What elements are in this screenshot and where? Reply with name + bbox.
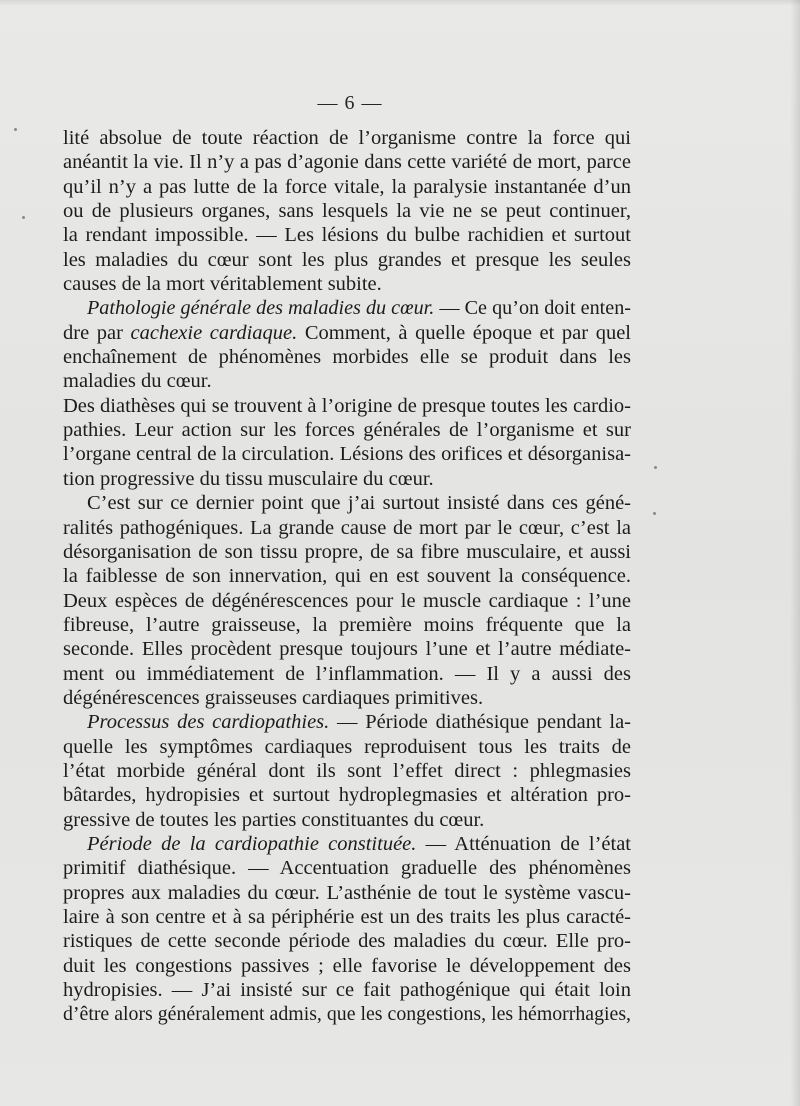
text-line: bâtardes, hydropisies et surtout hydroplegmasies et altération pro- — [63, 784, 631, 807]
text-line: enchaînement de phénomènes morbides elle se produit dans les — [63, 346, 631, 369]
section-heading-line: Processus des cardiopathies. — Période diathésique pendant la- — [87, 711, 631, 734]
text-line: propres aux maladies du cœur. L’asthénie de tout le système vascu- — [63, 881, 631, 904]
text-line: d’être alors généralement admis, que les congestions, les hémorrhagies, — [63, 1003, 631, 1026]
text-line: tion progressive du tissu musculaire du cœur. — [63, 467, 434, 490]
text-line: causes de la mort véritablement subite. — [63, 273, 382, 296]
section-heading: Pathologie générale des maladies du cœur. — [87, 297, 435, 320]
text-line: hydropisies. — J’ai insisté sur ce fait pathogénique qui était loin — [63, 979, 631, 1002]
text-line: primitif diathésique. — Accentuation graduelle des phénomènes — [63, 857, 631, 880]
text-line: maladies du cœur. — [63, 370, 212, 393]
text-line: Des diathèses qui se trouvent à l’origine de presque toutes les cardio- — [63, 394, 631, 417]
section-heading: Processus des cardiopathies. — [87, 711, 330, 734]
body-text — [63, 126, 631, 1027]
text-line: lité absolue de toute réaction de l’organisme contre la force qui — [63, 127, 631, 149]
text-line: seconde. Elles procèdent presque toujours l’une et l’autre médiate- — [63, 638, 631, 661]
text-line: anéantit la vie. Il n’y a pas d’agonie dans cette variété de mort, parce — [63, 151, 631, 174]
italic-term: cachexie cardiaque. — [130, 321, 298, 344]
paper-speck — [14, 128, 17, 131]
text-line: C’est sur ce dernier point que j’ai surtout insisté dans ces géné- — [87, 492, 631, 515]
text-line: ment ou immédiatement de l’inflammation. — Il y a aussi des — [63, 662, 631, 685]
section-heading: Période de la cardiopathie constituée. — [87, 832, 417, 855]
page-number: — 6 — — [317, 92, 383, 114]
page-top-shadow — [0, 0, 800, 6]
text-line: l’état morbide général dont ils sont l’effet direct : phlegmasies — [63, 759, 631, 782]
page-gutter-shadow — [790, 0, 800, 1106]
paper-speck — [653, 512, 656, 515]
text-line: quelle les symptômes cardiaques reproduisent tous les traits de — [63, 735, 631, 758]
text-line: dre par cachexie cardiaque. Comment, à quelle époque et par quel — [63, 321, 631, 344]
text-line: la rendant impossible. — Les lésions du bulbe rachidien et surtout — [63, 224, 631, 247]
text-line: duit les congestions passives ; elle favorise le développement des — [63, 954, 631, 977]
text-line: la faiblesse de son innervation, qui en est souvent la conséquence. — [63, 565, 631, 588]
text-line: pathies. Leur action sur les forces générales de l’organisme et sur — [63, 419, 631, 442]
text-line: Deux espèces de dégénérescences pour le muscle cardiaque : l’une — [63, 589, 631, 612]
paper-speck — [654, 466, 657, 469]
section-heading-line: Pathologie générale des maladies du cœur. — Ce qu’on doit enten- — [87, 297, 631, 320]
text-line: gressive de toutes les parties constituantes du cœur. — [63, 808, 485, 831]
paper-speck — [22, 216, 25, 219]
text-line: fibreuse, l’autre graisseuse, la première moins fréquente que la — [63, 613, 631, 636]
text-line: qu’il n’y a pas lutte de la force vitale, la paralysie instantanée d’un — [63, 175, 631, 198]
text-line: ralités pathogéniques. La grande cause de mort par le cœur, c’est la — [63, 516, 631, 539]
section-heading-line: Période de la cardiopathie constituée. — Atténuation de l’état — [87, 832, 631, 855]
text-line: les maladies du cœur sont les plus grandes et presque les seules — [63, 248, 631, 271]
text-line: l’organe central de la circulation. Lésions des orifices et désorganisa- — [63, 443, 631, 466]
text-line: ristiques de cette seconde période des maladies du cœur. Elle pro- — [63, 930, 631, 953]
text-line: désorganisation de son tissu propre, de sa fibre musculaire, et aussi — [63, 540, 631, 563]
text-line: laire à son centre et à sa périphérie est un des traits les plus caracté- — [63, 906, 631, 928]
text-line: ou de plusieurs organes, sans lesquels la vie ne se peut continuer, — [63, 200, 631, 223]
text-line: dégénérescences graisseuses cardiaques primitives. — [63, 686, 484, 709]
